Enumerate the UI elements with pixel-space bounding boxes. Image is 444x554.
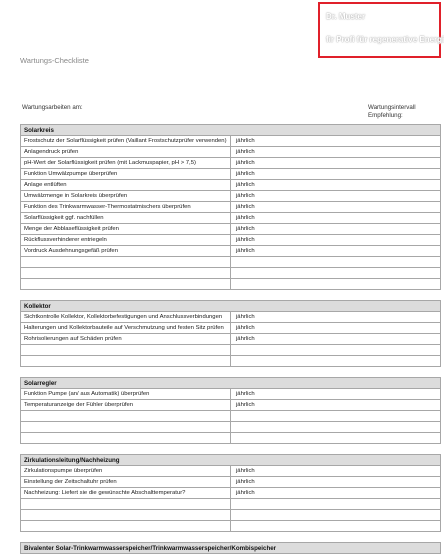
checklist-section (20, 454, 441, 532)
task-cell: Vordruck Ausdehnungsgefäß prüfen (21, 246, 231, 257)
section-title: Solarkreis (21, 125, 441, 136)
table-row (21, 268, 441, 279)
task-cell: Anlage entlüften (21, 180, 231, 191)
interval-cell: jährlich (231, 312, 441, 323)
interval-cell: jährlich (231, 477, 441, 488)
interval-cell (231, 433, 441, 444)
section-header-row (21, 455, 441, 466)
interval-cell: jährlich (231, 400, 441, 411)
table-row (21, 180, 441, 191)
table-row (21, 279, 441, 290)
task-cell: Funktion des Trinkwarmwasser-Thermostatmischers überprüfen (21, 202, 231, 213)
table-row (21, 213, 441, 224)
interval-cell: jährlich (231, 466, 441, 477)
section-gap (20, 444, 441, 454)
interval-cell: jährlich (231, 147, 441, 158)
table-row (21, 510, 441, 521)
column-header-interval (368, 104, 416, 119)
section-title: Bivalenter Solar-Trinkwarmwasserspeicher/Trinkwarmwasserspeicher/Kombispeicher (21, 543, 441, 554)
task-cell (21, 433, 231, 444)
company-stamp (318, 2, 444, 58)
table-row (21, 191, 441, 202)
table-row (21, 202, 441, 213)
table-row (21, 356, 441, 367)
interval-cell (231, 257, 441, 268)
interval-cell: jährlich (231, 169, 441, 180)
table-row (21, 224, 441, 235)
interval-cell: jährlich (231, 202, 441, 213)
table-row (21, 411, 441, 422)
interval-cell (231, 411, 441, 422)
checklist-section (20, 377, 441, 444)
table-row (21, 257, 441, 268)
table-row (21, 246, 441, 257)
table-row (21, 235, 441, 246)
interval-cell (231, 356, 441, 367)
interval-cell: jährlich (231, 191, 441, 202)
interval-cell: jährlich (231, 323, 441, 334)
interval-cell: jährlich (231, 246, 441, 257)
interval-cell: jährlich (231, 213, 441, 224)
task-cell: Nachheizung: Liefert sie die gewünschte Abschalttemperatur? (21, 488, 231, 499)
section-title: Zirkulationsleitung/Nachheizung (21, 455, 441, 466)
table-row (21, 345, 441, 356)
stamp-name: Dr. Muster (326, 12, 366, 21)
interval-cell: jährlich (231, 158, 441, 169)
section-title: Solarregler (21, 378, 441, 389)
task-cell (21, 268, 231, 279)
section-title: Kollektor (21, 301, 441, 312)
interval-cell: jährlich (231, 334, 441, 345)
checklist-section (20, 124, 441, 290)
table-row (21, 158, 441, 169)
interval-cell: jährlich (231, 389, 441, 400)
table-row (21, 422, 441, 433)
table-row (21, 136, 441, 147)
task-cell: Frostschutz der Solarflüssigkeit prüfen (Vaillant Frostschutzprüfer verwenden) (21, 136, 231, 147)
section-header-row (21, 125, 441, 136)
task-cell: Funktion Umwälzpumpe überprüfen (21, 169, 231, 180)
interval-cell: jährlich (231, 180, 441, 191)
interval-header-line1: Wartungsintervall (368, 104, 416, 111)
table-row (21, 477, 441, 488)
stamp-tagline: fir Profi für regenerative Energi (326, 35, 444, 44)
task-cell (21, 499, 231, 510)
table-row (21, 312, 441, 323)
task-cell: Zirkulationspumpe überprüfen (21, 466, 231, 477)
interval-cell (231, 499, 441, 510)
task-cell: Menge der Abblaseflüssigkeit prüfen (21, 224, 231, 235)
task-cell: Sichtkontrolle Kollektor, Kollektorbefestigungen und Anschlussverbindungen (21, 312, 231, 323)
section-gap (20, 367, 441, 377)
section-header-row (21, 378, 441, 389)
task-cell: Rohrisolierungen auf Schäden prüfen (21, 334, 231, 345)
document-title: Wartungs-Checkliste (20, 56, 89, 65)
task-cell: Funktion Pumpe (an/ aus Automatik) überprüfen (21, 389, 231, 400)
task-cell (21, 510, 231, 521)
section-header-row (21, 301, 441, 312)
table-row (21, 147, 441, 158)
interval-cell (231, 268, 441, 279)
interval-cell: jährlich (231, 488, 441, 499)
interval-cell: jährlich (231, 235, 441, 246)
table-row (21, 334, 441, 345)
table-row (21, 466, 441, 477)
table-row (21, 521, 441, 532)
task-cell (21, 422, 231, 433)
task-cell (21, 356, 231, 367)
interval-cell (231, 422, 441, 433)
task-cell (21, 345, 231, 356)
checklist-tables (20, 124, 441, 554)
task-cell (21, 257, 231, 268)
task-cell: Anlagendruck prüfen (21, 147, 231, 158)
table-row (21, 433, 441, 444)
interval-cell (231, 510, 441, 521)
interval-cell (231, 521, 441, 532)
task-cell: Halterungen und Kollektorbauteile auf Verschmutzung und festen Sitz prüfen (21, 323, 231, 334)
table-row (21, 400, 441, 411)
task-cell: Einstellung der Zeitschaltuhr prüfen (21, 477, 231, 488)
section-gap (20, 290, 441, 300)
section-gap (20, 532, 441, 542)
interval-cell: jährlich (231, 224, 441, 235)
task-cell: pH-Wert der Solarflüssigkeit prüfen (mit Lackmuspapier, pH > 7,5) (21, 158, 231, 169)
section-header-row (21, 543, 441, 554)
table-row (21, 169, 441, 180)
task-cell: Umwälzmenge in Solarkreis überprüfen (21, 191, 231, 202)
task-cell: Solarflüssigkeit ggf. nachfüllen (21, 213, 231, 224)
table-row (21, 488, 441, 499)
interval-cell (231, 345, 441, 356)
interval-cell (231, 279, 441, 290)
task-cell (21, 279, 231, 290)
task-cell (21, 411, 231, 422)
interval-cell: jährlich (231, 136, 441, 147)
task-cell (21, 521, 231, 532)
checklist-section (20, 542, 441, 554)
column-header-tasks: Wartungsarbeiten am: (22, 104, 83, 111)
table-row (21, 323, 441, 334)
table-row (21, 499, 441, 510)
interval-header-line2: Empfehlung: (368, 111, 403, 119)
table-row (21, 389, 441, 400)
checklist-section (20, 300, 441, 367)
task-cell: Rückflussverhinderer entriegeln (21, 235, 231, 246)
task-cell: Temperaturanzeige der Fühler überprüfen (21, 400, 231, 411)
